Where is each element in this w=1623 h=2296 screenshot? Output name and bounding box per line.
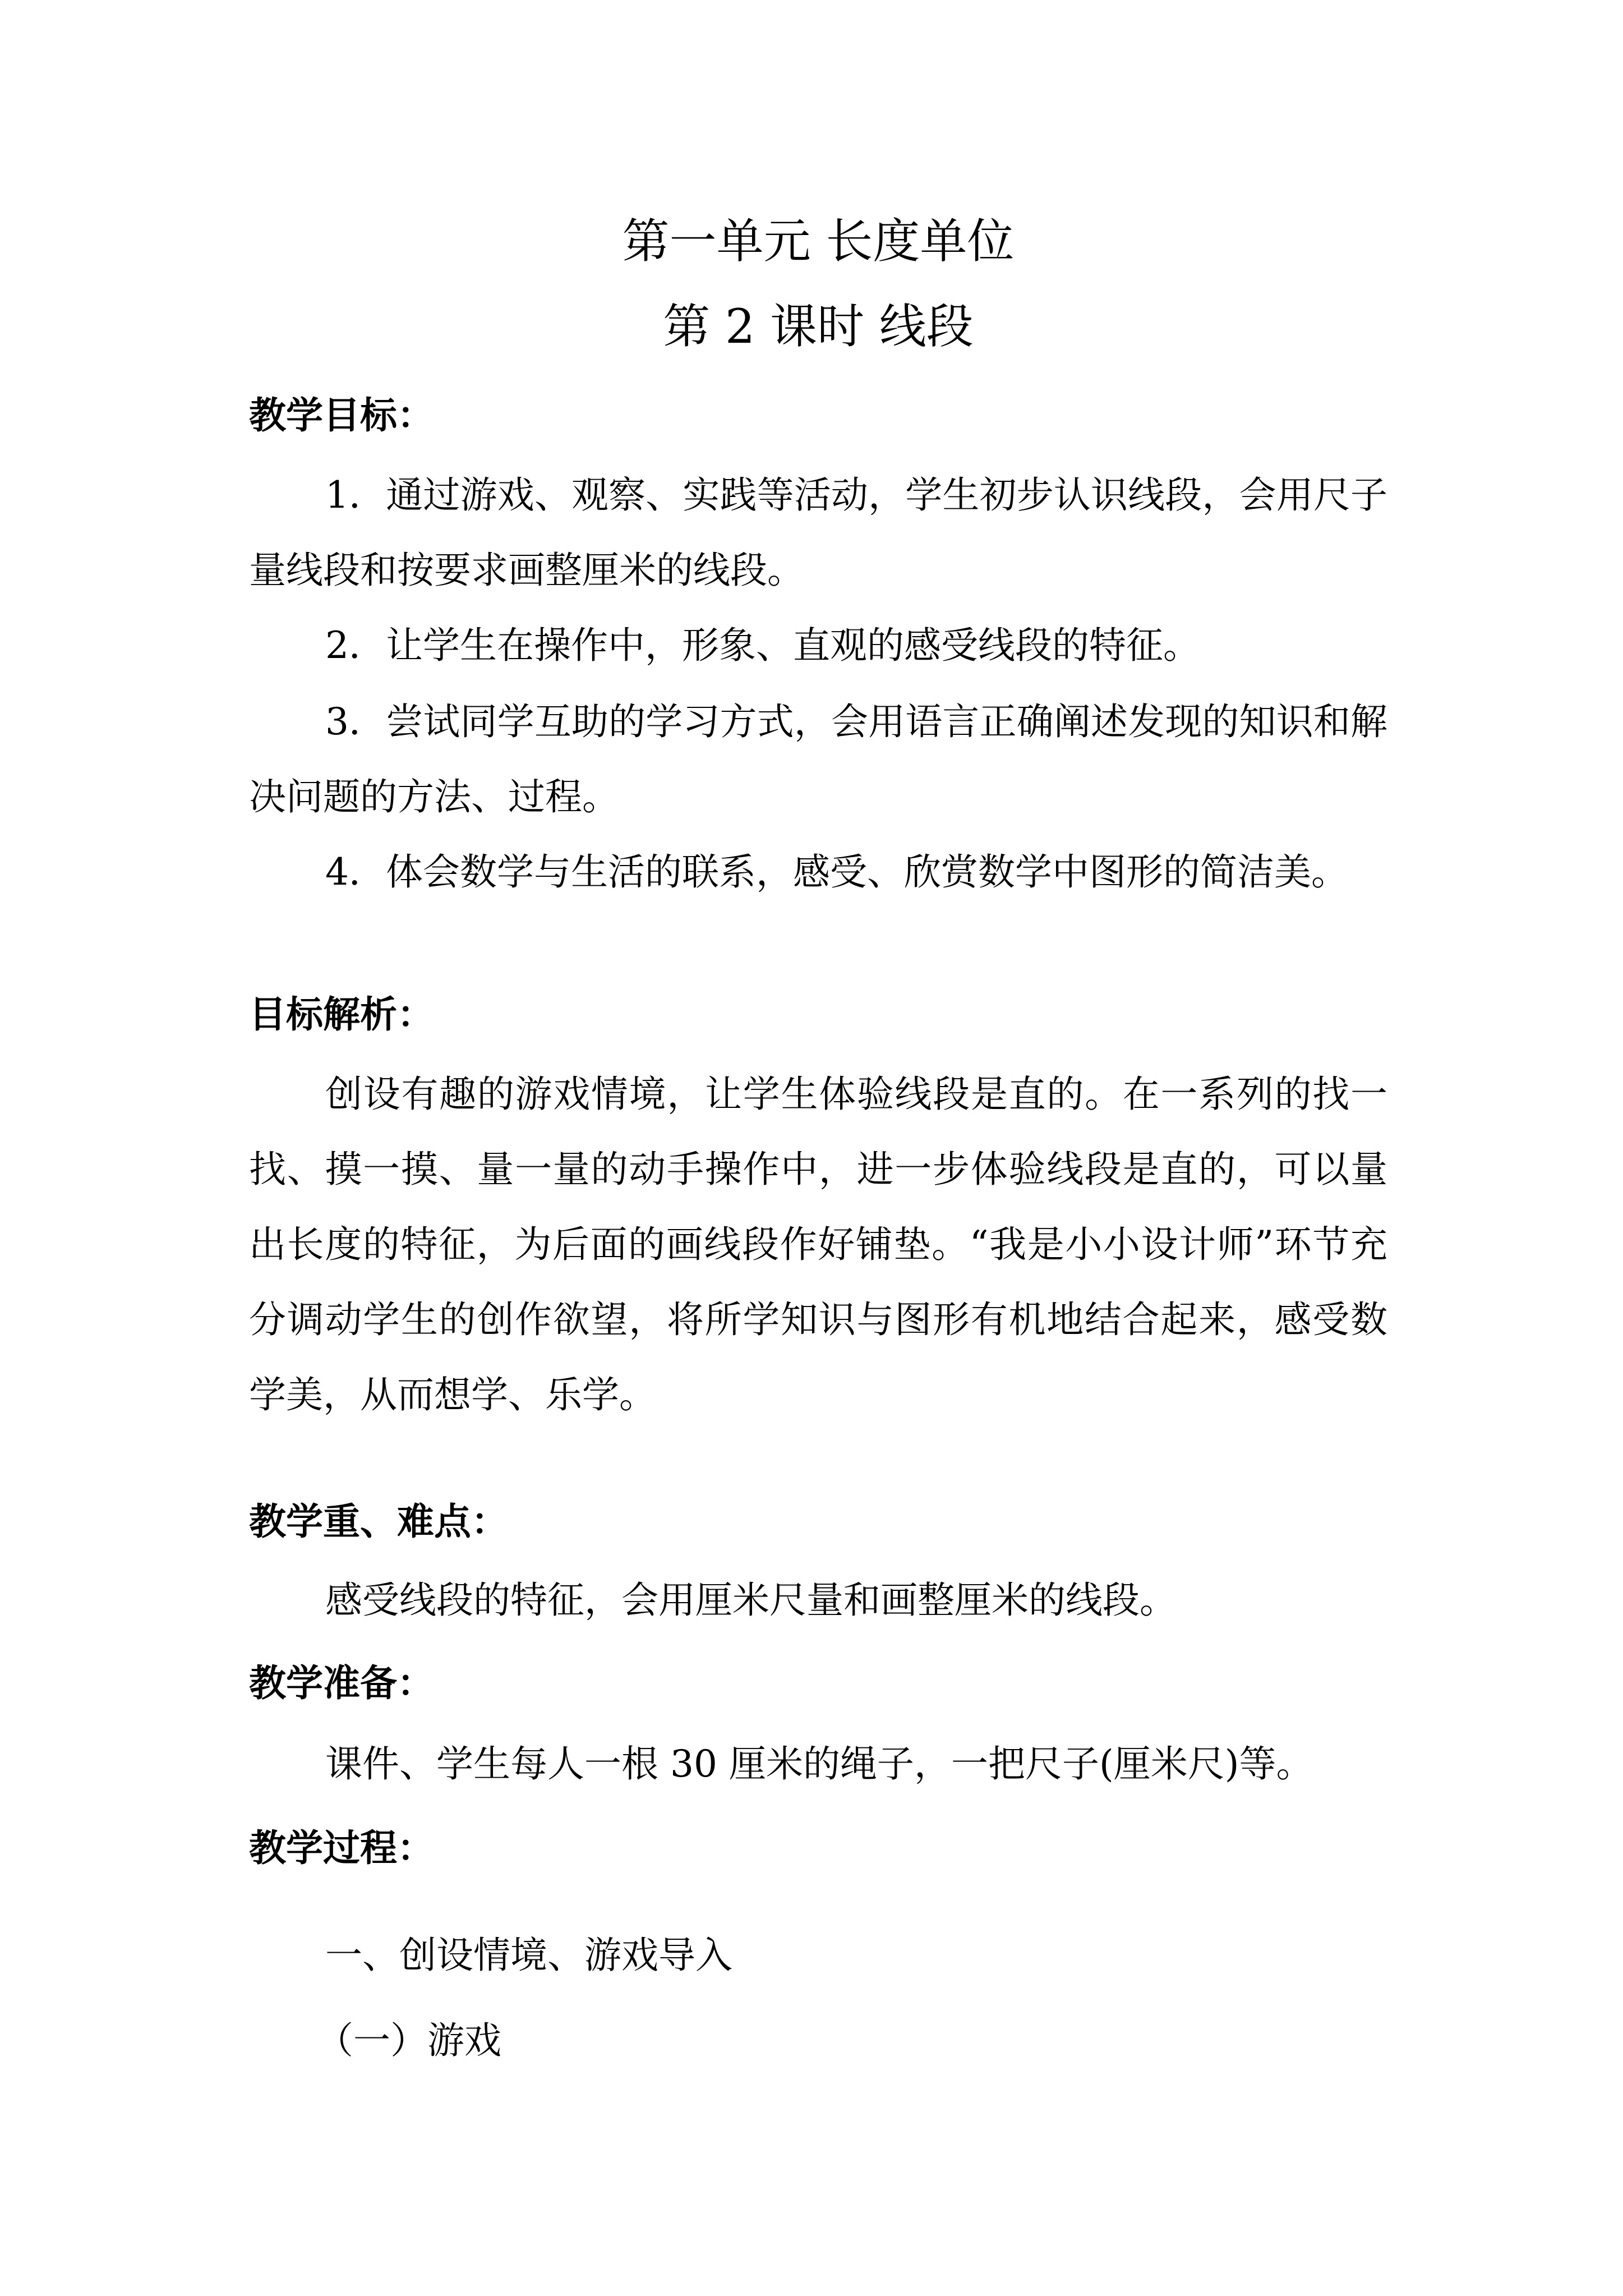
objectives-heading: 教学目标： (249, 393, 434, 437)
lesson-title: 第 2 课时 线段 (663, 299, 974, 354)
objective-item-3: 3．尝试同学互助的学习方式，会用语言正确阐述发现的知识和解决问题的方法、过程。 (249, 700, 1387, 818)
process-heading: 教学过程： (249, 1826, 434, 1870)
process-step-1-sub: （一）游戏 (316, 2019, 501, 2062)
key-points-heading: 教学重、难点： (249, 1499, 508, 1543)
objective-item-2: 2．让学生在操作中，形象、直观的感受线段的特征。 (325, 624, 1200, 667)
objective-item-1: 1．通过游戏、观察、实践等活动，学生初步认识线段，会用尺子量线段和按要求画整厘米的线段。 (249, 473, 1387, 592)
preparation-text: 课件、学生每人一根 30 厘米的绳子，一把尺子(厘米尺)等。 (325, 1742, 1313, 1786)
analysis-text: 创设有趣的游戏情境，让学生体验线段是直的。在一系列的找一找、摸一摸、量一量的动手操作中，进一步体验线段是直的，可以量出长度的特征，为后面的画线段作好铺垫。“我是小小设计师”环节充分调动学生的创作欲望，将所学知识与图形有机地结合起来，感受数学美，从而想学、乐学。 (249, 1073, 1387, 1416)
unit-title: 第一单元 长度单位 (622, 214, 1015, 269)
key-points-text: 感受线段的特征，会用厘米尺量和画整厘米的线段。 (325, 1579, 1177, 1622)
analysis-heading: 目标解析： (249, 992, 434, 1036)
process-step-1: 一、创设情境、游戏导入 (325, 1934, 732, 1977)
preparation-heading: 教学准备： (249, 1661, 434, 1705)
objective-item-4: 4．体会数学与生活的联系，感受、欣赏数学中图形的简洁美。 (325, 850, 1348, 894)
